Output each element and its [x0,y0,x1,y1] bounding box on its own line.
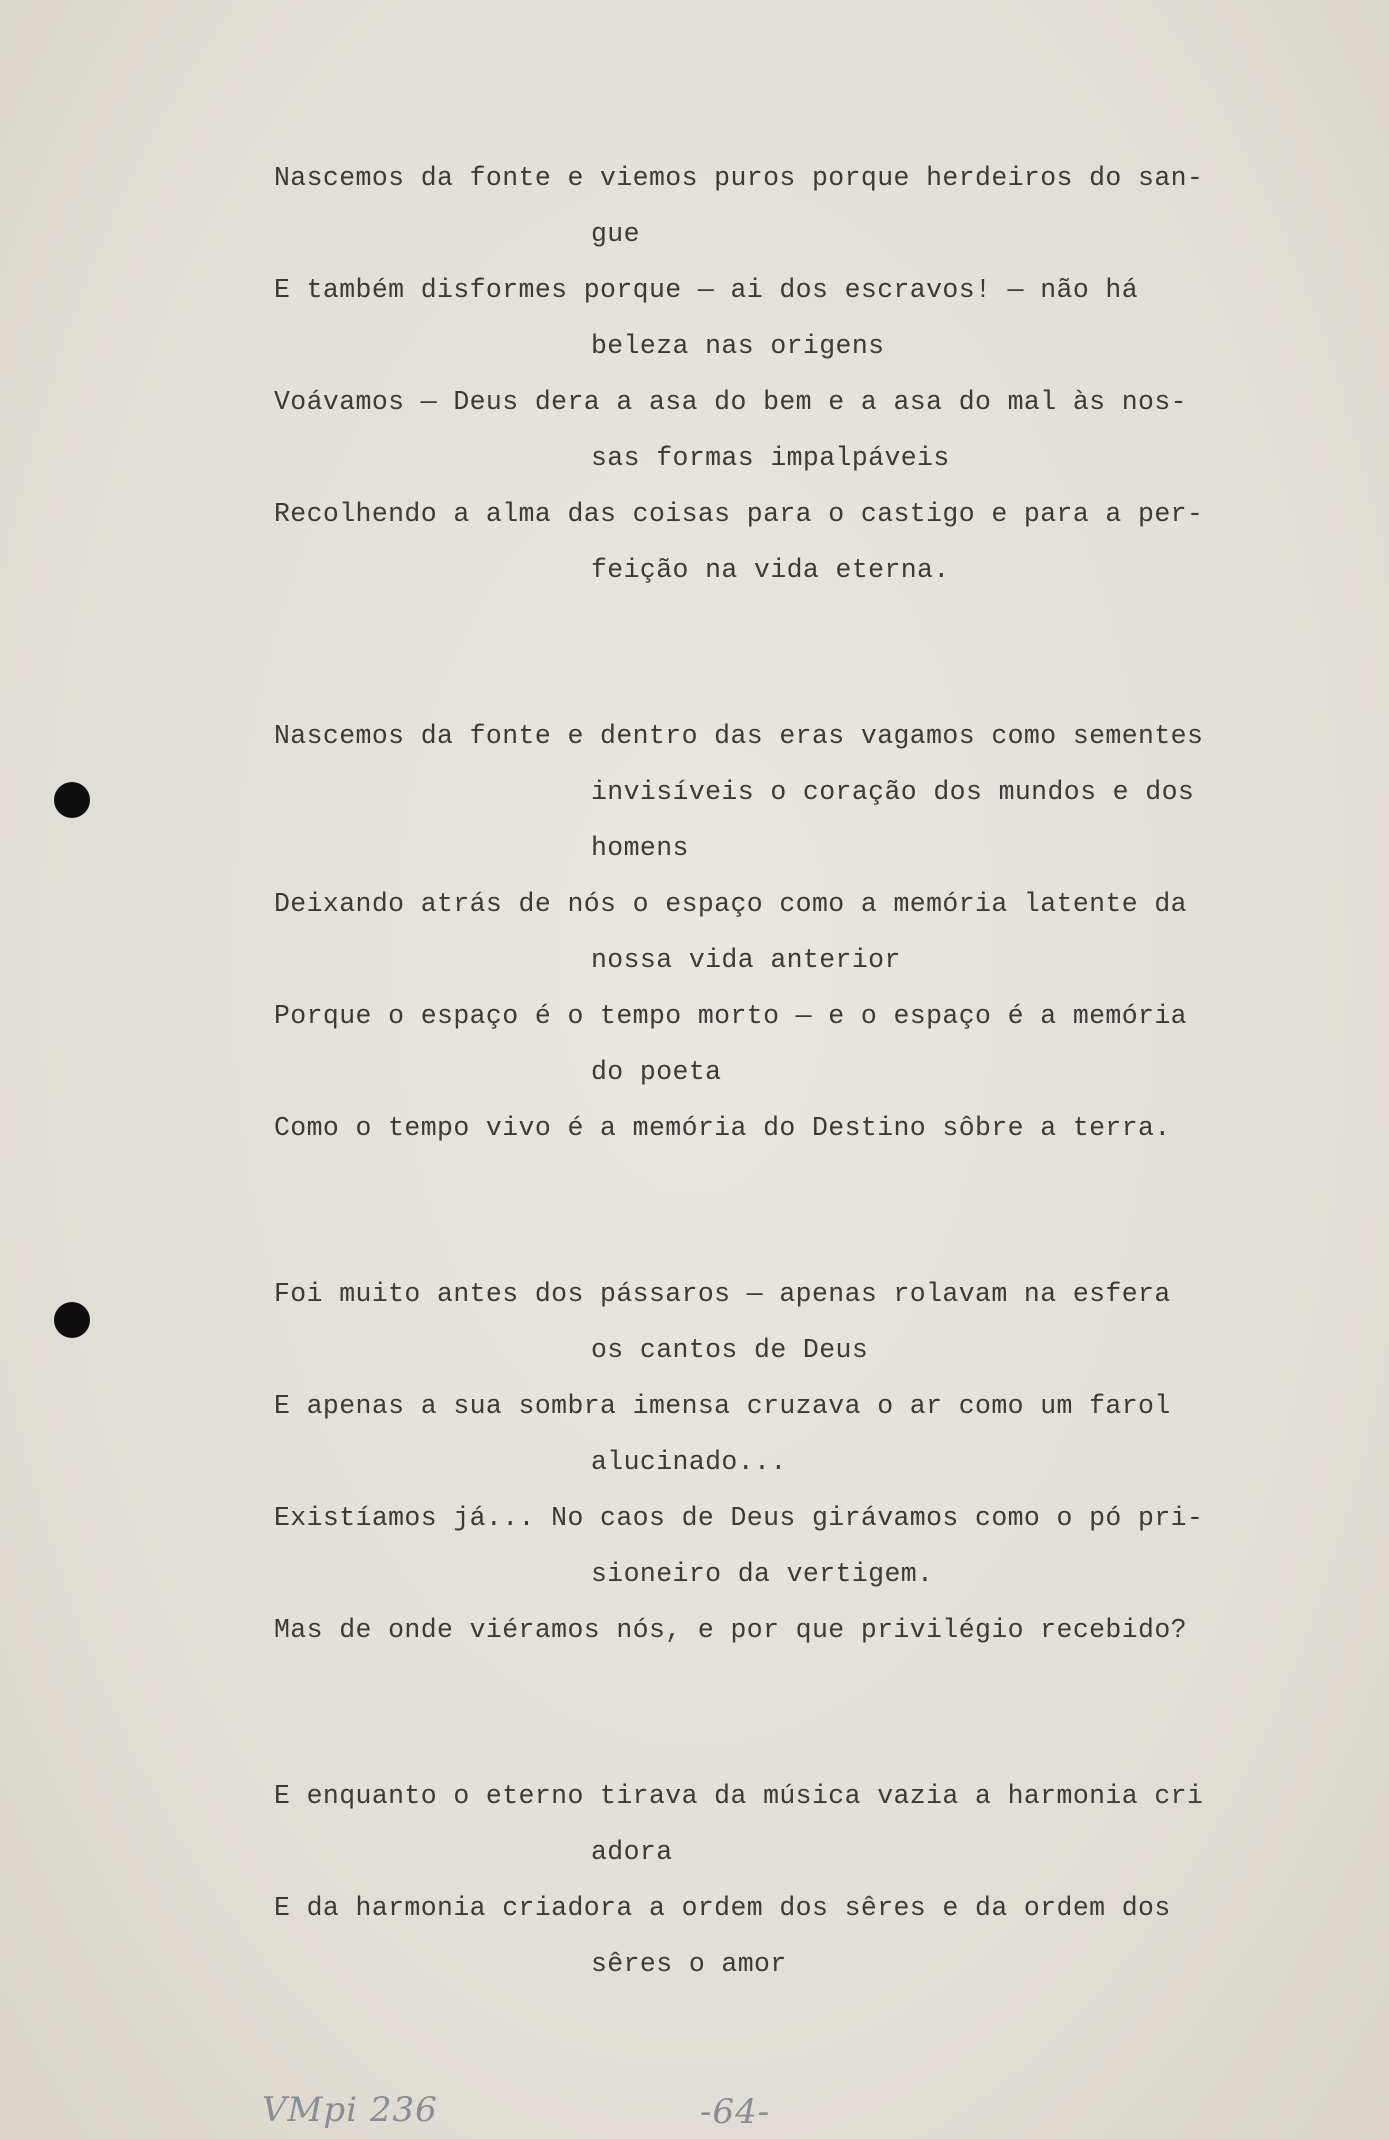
page-number: -64- [700,2092,771,2132]
poem-line-continuation: sas formas impalpáveis [591,443,950,473]
poem-line: E também disformes porque — ai dos escravos! — não há [274,275,1139,305]
archive-reference: VMpi 236 [262,2090,438,2130]
poem-line: Como o tempo vivo é a memória do Destino sôbre a terra. [274,1113,1171,1143]
stanza-gap [274,1156,1234,1266]
poem-line: Existíamos já... No caos de Deus girávamos como o pó pri- [274,1503,1204,1533]
stanza [274,708,1234,1156]
poem-line: Nascemos da fonte e dentro das eras vagamos como sementes [274,721,1204,751]
poem-line-continuation: os cantos de Deus [591,1335,869,1365]
poem-line-continuation: do poeta [591,1057,722,1087]
poem-line-continuation: feição na vida eterna. [591,555,950,585]
poem-line: Mas de onde viéramos nós, e por que privilégio recebido? [274,1615,1187,1645]
poem-line-continuation: invisíveis o coração dos mundos e dos [591,777,1195,807]
stanza [274,150,1234,598]
poem-line: Deixando atrás de nós o espaço como a memória latente da [274,889,1187,919]
poem-line: Voávamos — Deus dera a asa do bem e a asa do mal às nos- [274,387,1187,417]
poem-line-continuation: adora [591,1837,673,1867]
poem-line: Porque o espaço é o tempo morto — e o espaço é a memória [274,1001,1187,1031]
punch-hole-top [54,782,90,818]
stanza [274,1266,1234,1658]
poem-line: E da harmonia criadora a ordem dos sêres e da ordem dos [274,1893,1171,1923]
punch-hole-bottom [54,1302,90,1338]
poem-line-continuation: nossa vida anterior [591,945,901,975]
poem-line: E enquanto o eterno tirava da música vazia a harmonia cri [274,1781,1204,1811]
poem-line-continuation: homens [591,833,689,863]
poem-line-continuation: beleza nas origens [591,331,885,361]
poem-text [274,150,1234,1992]
poem-line-continuation: sioneiro da vertigem. [591,1559,934,1589]
poem-line: Nascemos da fonte e viemos puros porque herdeiros do san- [274,163,1204,193]
poem-line: Foi muito antes dos pássaros — apenas rolavam na esfera [274,1279,1171,1309]
stanza-gap [274,1658,1234,1768]
poem-line-continuation: sêres o amor [591,1949,787,1979]
stanza [274,1768,1234,1992]
stanza-gap [274,598,1234,708]
poem-line: E apenas a sua sombra imensa cruzava o ar como um farol [274,1391,1171,1421]
poem-line-continuation: gue [591,219,640,249]
poem-line-continuation: alucinado... [591,1447,787,1477]
poem-line: Recolhendo a alma das coisas para o castigo e para a per- [274,499,1204,529]
